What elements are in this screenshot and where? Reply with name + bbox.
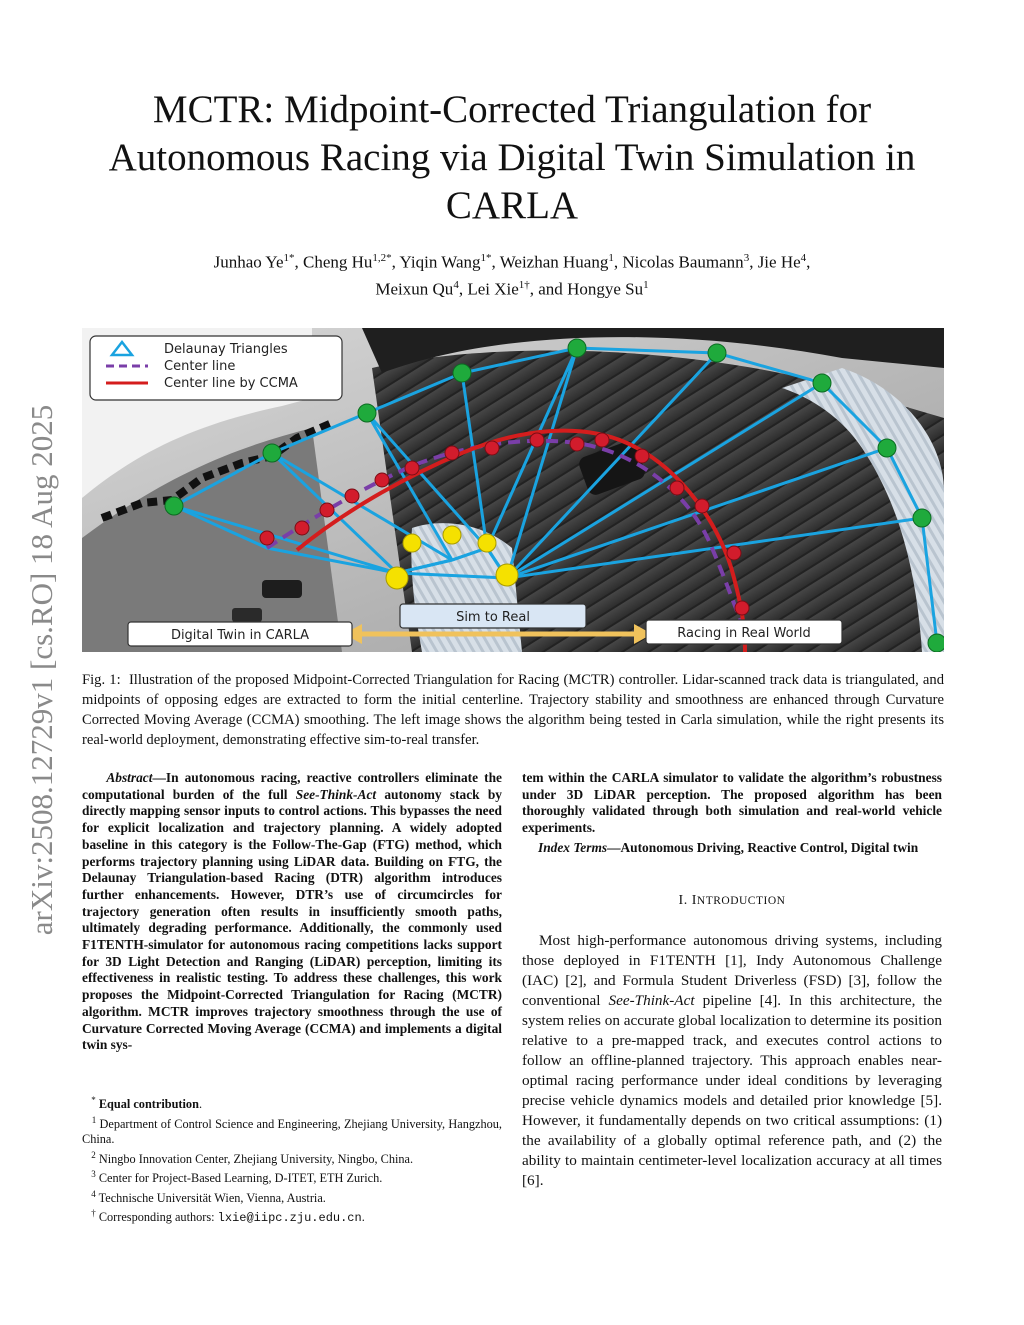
right-column <box>522 770 942 1191</box>
author-name: Hongye Su <box>567 279 644 299</box>
footnote <box>82 1113 502 1148</box>
footnote <box>82 1167 502 1187</box>
label-racing-real-world: Racing in Real World <box>677 626 811 641</box>
sim-car-2 <box>232 608 262 622</box>
arxiv-stamp <box>12 380 72 960</box>
abstract-text-2: autonomy stack by directly mapping sensor inputs to control actions. This bypasses the need for explicit localization and trajectory planning. A widely adopted baseline in this category is the Follow-The-Gap (FTG) method, which performs trajectory planning using LiDAR data. Building on FTG, the Delaunay Triangulation-based Racing (DTR) algorithm introduces further enhancements. However, DTR’s use of circumcircles for trajectory generation often results in insufficiently smooth paths, ultimately degrading performance. Additionally, the commonly used F1TENTH-simulator for autonomous racing competitions lacks support for 3D Light Detection and Ranging (LiDAR) perception, limiting its effectiveness in realistic testing. To address these challenges, this work proposes the Midpoint-Corrected Triangulation for Racing (MCTR) algorithm. MCTR improves trajectory smoothness through the use of Curvature Corrected Moving Average (CCMA) and implements a digital twin sys- <box>82 786 502 1053</box>
figure-legend <box>90 336 342 400</box>
corresponding-email-link[interactable]: lxie@iipc.zju.edu.cn <box>217 1211 362 1226</box>
author-name: Yiqin Wang <box>399 252 481 272</box>
index-terms-text: Autonomous Driving, Reactive Control, Digital twin <box>620 839 919 855</box>
footnote-mark: 3 <box>91 1169 96 1180</box>
footnote-text: Corresponding authors: <box>98 1210 218 1225</box>
legend-item-ccma: Center line by CCMA <box>164 376 298 391</box>
author-line-1 <box>110 247 914 274</box>
section-heading-introduction <box>522 893 942 909</box>
introduction-paragraph <box>522 931 942 1191</box>
footnote <box>82 1148 502 1168</box>
author-affil: 1† <box>518 278 530 291</box>
footnote <box>82 1093 502 1113</box>
author-name: Jie He <box>757 252 801 272</box>
abstract-heading: Abstract <box>106 770 153 785</box>
author-separator: , <box>491 252 500 272</box>
author-affil: 1* <box>480 252 492 264</box>
author-affil: 1,2* <box>372 252 392 264</box>
figure-1-illustration <box>82 328 944 652</box>
footnote-text: Department of Control Science and Engineering, Zhejiang University, Hangzhou, China. <box>82 1116 502 1147</box>
label-sim-to-real: Sim to Real <box>456 610 530 625</box>
author-affil: 4 <box>800 252 807 264</box>
abstract <box>82 770 502 1054</box>
label-real-box <box>646 620 842 644</box>
label-digital-twin: Digital Twin in CARLA <box>170 628 310 643</box>
abstract-dash: — <box>152 770 166 785</box>
footnote-mark: † <box>91 1208 96 1219</box>
paper-title: MCTR: Midpoint-Corrected Triangulation for Autonomous Racing via Digital Twin Simulation in CARLA <box>108 88 916 227</box>
author-line-2 <box>110 274 914 301</box>
section-initial: I <box>691 892 697 908</box>
footnote-end: . <box>198 1097 203 1112</box>
intro-text-1: Most high-performance autonomous driving systems, including those deployed in F1TENTH [1], Indy Autonomous Challenge (IAC) [2], and Formula Student Driverless (FSD) [3], follow the conventional <box>522 931 942 1009</box>
arxiv-stamp-text: arXiv:2508.12729v1 [cs.RO] 18 Aug 2025 <box>24 404 59 936</box>
footnote-mark: 2 <box>91 1149 96 1160</box>
intro-text-2: pipeline [4]. In this architecture, the system relies on accurate global localization to determine its position relative to a pre-mapped track, and executes control actions to follow an offline-planned trajectory. This approach enables near-optimal racing performance under ideal conditions by leveraging precise vehicle dynamics models and detailed prior knowledge [5]. However, it fundamentally depends on two critical assumptions: (1) the availability of a globally optimal reference path, and (2) the ability to maintain centimeter-level localization accuracy at all times [6]. <box>522 991 942 1189</box>
footnotes <box>82 1093 502 1227</box>
sim-car-1 <box>262 580 302 598</box>
author-name: Nicolas Baumann <box>622 252 744 272</box>
author-affil: 1 <box>643 278 649 291</box>
author-separator: , <box>806 252 811 272</box>
footnote-text: Equal contribution <box>98 1097 199 1112</box>
caption-label: Fig. 1: <box>82 672 121 688</box>
author-name: Junhao Ye <box>213 252 284 272</box>
author-separator: , <box>613 252 623 272</box>
footnote-text: Center for Project-Based Learning, D-ITET, ETH Zurich. <box>98 1171 383 1186</box>
author-affil: 1* <box>283 252 295 264</box>
section-title-rest: NTRODUCTION <box>696 894 786 907</box>
footnote <box>82 1206 502 1227</box>
author-separator: , and <box>529 279 568 299</box>
author-separator: , <box>458 279 468 299</box>
author-separator: , <box>391 252 400 272</box>
footnote-text: Ningbo Innovation Center, Zhejiang University, Ningbo, China. <box>98 1151 414 1166</box>
author-list <box>110 247 914 300</box>
author-name: Meixun Qu <box>375 279 454 299</box>
author-separator: , <box>294 252 303 272</box>
author-affil: 4 <box>453 278 459 291</box>
left-column <box>82 770 502 1054</box>
footnote-text: Technische Universität Wien, Vienna, Austria. <box>98 1190 326 1205</box>
footnote-end: . <box>361 1210 365 1225</box>
author-separator: , <box>749 252 758 272</box>
legend-item-center-line: Center line <box>164 359 236 374</box>
footnote-mark: * <box>91 1095 96 1105</box>
caption-text: Illustration of the proposed Midpoint-Corrected Triangulation for Racing (MCTR) controller. Lidar-scanned track data is triangulated, and midpoints of opposing edges are extracted to form the initial centerline. Trajectory stability and smoothness are enhanced through Curvature Corrected Moving Average (CCMA) smoothing. The left image shows the algorithm being tested in Carla simulation, while the right presents its real-world deployment, demonstrating effective sim-to-real transfer. <box>82 672 944 748</box>
figure-caption <box>82 670 944 750</box>
footnote-mark: 4 <box>91 1188 96 1199</box>
index-terms-heading: Index Terms <box>538 839 608 855</box>
abstract-italic: See-Think-Act <box>295 786 377 802</box>
legend-item-triangles: Delaunay Triangles <box>164 342 288 357</box>
author-name: Cheng Hu <box>303 252 373 272</box>
label-sim-box <box>128 622 352 646</box>
footnote-mark: 1 <box>91 1114 97 1125</box>
index-terms-dash: — <box>607 839 621 855</box>
figure-1 <box>82 328 944 652</box>
author-name: Weizhan Huang <box>499 252 609 272</box>
index-terms <box>522 840 942 857</box>
abstract-text-1: In autonomous racing, reactive controllers eliminate the computational burden of the full <box>82 770 502 802</box>
footnote <box>82 1187 502 1207</box>
intro-italic: See-Think-Act <box>608 991 695 1009</box>
author-affil: 3 <box>743 252 750 264</box>
section-number: I. <box>678 892 688 908</box>
author-name: Lei Xie <box>467 279 519 299</box>
author-affil: 1 <box>608 252 614 264</box>
abstract-continued: tem within the CARLA simulator to validate the algorithm’s robustness under 3D LiDAR perception. The proposed algorithm has been thoroughly validated through both simulation and real-world vehicle experiments. <box>522 770 942 836</box>
